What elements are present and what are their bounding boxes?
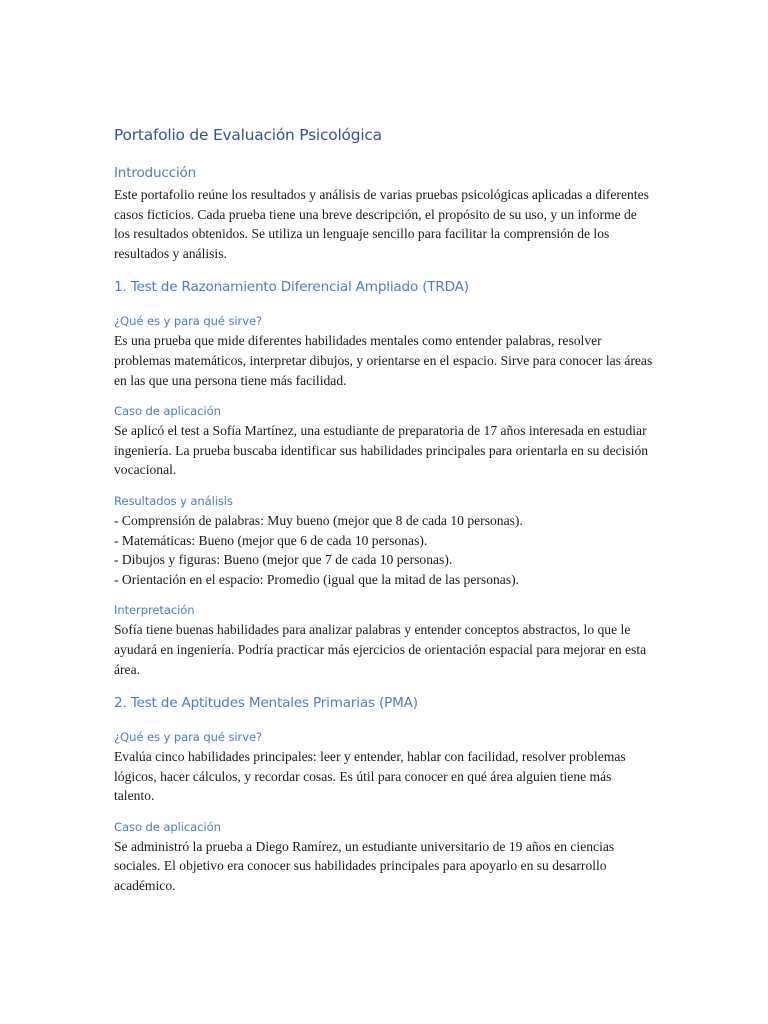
document-page — [114, 112, 654, 896]
result-item: - Matemáticas: Bueno (mejor que 6 de cada 10 personas). — [114, 532, 428, 548]
section-2-case-paragraph: Se administró la prueba a Diego Ramírez, un estudiante universitario de 19 años en ciencias sociales. El objetivo era conocer sus habilidades principales para apoyarlo en su desarrollo académico. — [114, 838, 615, 894]
section-1-heading: 1. Test de Razonamiento Diferencial Ampliado (TRDA) — [114, 279, 469, 296]
result-item: - Orientación en el espacio: Promedio (igual que la mitad de las personas). — [114, 571, 520, 587]
section-1-what-heading: ¿Qué es y para qué sirve? — [114, 314, 263, 329]
section-1-interpretation-paragraph: Sofía tiene buenas habilidades para analizar palabras y entender conceptos abstractos, lo que le ayudará en ingeniería. Podría practicar más ejercicios de orientación espacial para mejorar en esta área. — [114, 622, 647, 677]
section-2-what-paragraph: Evalúa cinco habilidades principales: leer y entender, hablar con facilidad, resolver problemas lógicos, hacer cálculos, y recordar cosas. Es útil para conocer en qué área alguien tiene más talento. — [114, 749, 626, 804]
section-2-case-heading: Caso de aplicación — [114, 819, 221, 834]
section-1-case-paragraph: Se aplicó el test a Sofía Martínez, una estudiante de preparatoria de 17 años interesada en estudiar ingeniería. La prueba buscaba identificar sus habilidades principales para orientarla en su decisión vocacional. — [114, 423, 649, 478]
section-1-results-list — [114, 511, 654, 589]
document-title: Portafolio de Evaluación Psicológica — [114, 126, 382, 144]
result-item: - Comprensión de palabras: Muy bueno (mejor que 8 de cada 10 personas). — [114, 512, 523, 528]
result-item: - Dibujos y figuras: Bueno (mejor que 7 de cada 10 personas). — [114, 552, 453, 568]
section-1-results-heading: Resultados y análisis — [114, 493, 233, 508]
section-2-heading: 2. Test de Aptitudes Mentales Primarias (PMA) — [114, 695, 418, 712]
section-1-what-paragraph: Es una prueba que mide diferentes habilidades mentales como entender palabras, resolver problemas matemáticos, interpretar dibujos, y orientarse en el espacio. Sirve para conocer las áreas en las que una persona tiene más facilidad. — [114, 333, 653, 388]
section-1-interpretation-heading: Interpretación — [114, 603, 195, 618]
intro-paragraph: Este portafolio reúne los resultados y análisis de varias pruebas psicológicas aplicadas a diferentes casos ficticios. Cada prueba tiene una breve descripción, el propósito de su uso, y un informe de los resultados obtenidos. Se utiliza un lenguaje sencillo para facilitar la comprensión de los resultados y análisis. — [114, 187, 649, 261]
intro-heading: Introducción — [114, 165, 197, 181]
section-1-case-heading: Caso de aplicación — [114, 404, 221, 419]
section-2-what-heading: ¿Qué es y para qué sirve? — [114, 730, 263, 745]
